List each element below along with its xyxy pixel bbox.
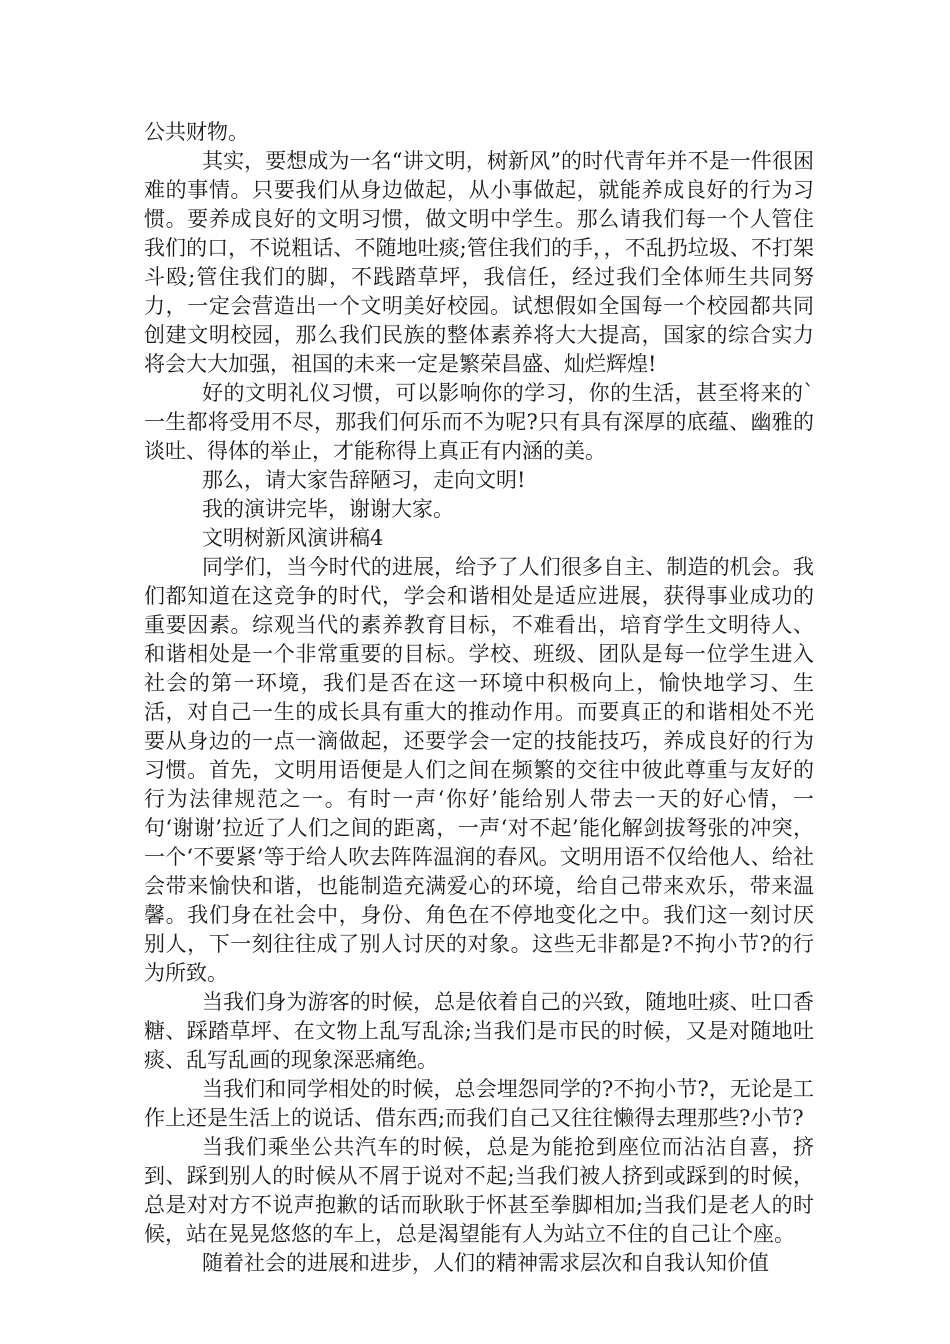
paragraph: 当我们乘坐公共汽车的时候，总是为能抢到座位而沾沾自喜，挤到、踩到别人的时候从不屑于说对不起;当我们被人挤到或踩到的时候，总是对对方不说声抱歉的话而耿耿于怀甚至拳脚相加;当我们是老人的时候，站在晃晃悠悠的车上，总是渴望能有人为站立不住的自己让个座。 <box>144 1135 814 1246</box>
paragraph: 当我们和同学相处的时候，总会埋怨同学的?不拘小节?，无论是工作上还是生活上的说话、借东西;而我们自己又往往懒得去理那些?小节? <box>144 1077 814 1130</box>
paragraph: 同学们，当今时代的进展，给予了人们很多自主、制造的机会。我们都知道在这竞争的时代，学会和谐相处是适应进展，获得事业成功的重要因素。综观当代的素养教育目标，不难看出，培育学生文明待人、和谐相处是一个非常重要的目标。学校、班级、团队是每一位学生进入社会的第一环境，我们是否在这一环境中积极向上，愉快地学习、生活，对自己一生的成长具有重大的推动作用。而要真正的和谐相处不光要从身边的一点一滴做起，还要学会一定的技能技巧，养成良好的行为习惯。首先，文明用语便是人们之间在频繁的交往中彼此尊重与友好的行为法律规范之一。有时一声‘你好’能给别人带去一天的好心情，一句‘谢谢’拉近了人们之间的距离，一声‘对不起’能化解剑拔弩张的冲突，一个‘不要紧’等于给人吹去阵阵温润的春风。文明用语不仅给他人、给社会带来愉快和谐，也能制造充满爱心的环境，给自己带来欢乐，带来温馨。我们身在社会中，身份、角色在不停地变化之中。我们这一刻讨厌别人，下一刻往往成了别人讨厌的对象。这些无非都是?不拘小节?的行为所致。 <box>144 555 814 985</box>
paragraph: 那么，请大家告辞陋习，走向文明! <box>202 468 526 492</box>
paragraph: 当我们身为游客的时候，总是依着自己的兴致，随地吐痰、吐口香糖、踩踏草坪、在文物上乱写乱涂;当我们是市民的时候，又是对随地吐痰、乱写乱画的现象深恶痛绝。 <box>144 990 814 1072</box>
paragraph: 我的演讲完毕，谢谢大家。 <box>202 497 454 521</box>
paragraph: 随着社会的进展和进步，人们的精神需求层次和自我认知价值 <box>202 1251 769 1275</box>
document-body <box>144 118 814 1278</box>
section-heading: 文明树新风演讲稿4 <box>202 526 384 550</box>
paragraph: 公共财物。 <box>144 120 249 144</box>
paragraph: 其实，要想成为一名“讲文明，树新风”的时代青年并不是一件很困难的事情。只要我们从身边做起，从小事做起，就能养成良好的行为习惯。要养成良好的文明习惯，做文明中学生。那么请我们每一个人管住我们的口，不说粗话、不随地吐痰;管住我们的手，，不乱扔垃圾、不打架斗殴;管住我们的脚，不践踏草坪，我信任，经过我们全体师生共同努力，一定会营造出一个文明美好校园。试想假如全国每一个校园都共同创建文明校园，那么我们民族的整体素养将大大提高，国家的综合实力将会大大加强，祖国的未来一定是繁荣昌盛、灿烂辉煌! <box>144 149 814 376</box>
paragraph: 好的文明礼仪习惯，可以影响你的学习，你的生活，甚至将来的`一生都将受用不尽，那我们何乐而不为呢?只有具有深厚的底蕴、幽雅的谈吐、得体的举止，才能称得上真正有内涵的美。 <box>144 381 814 463</box>
